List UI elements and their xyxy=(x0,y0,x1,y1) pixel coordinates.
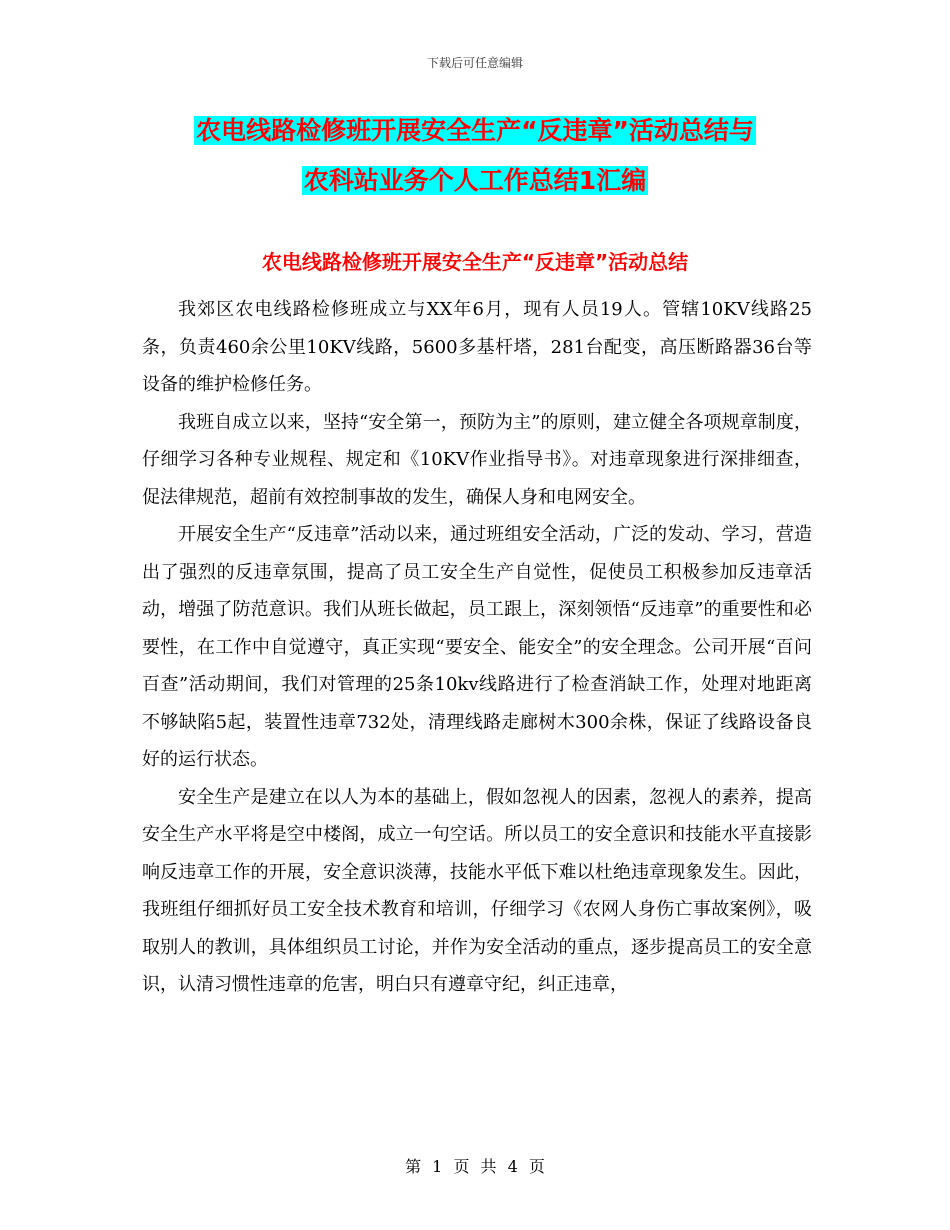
paragraph-2: 我班自成立以来，坚持“安全第一，预防为主”的原则，建立健全各项规章制度，仔细学习各种专业规程、规定和《10KV作业指导书》。对违章现象进行深排细查，促法律规范，超前有效控制事故的发生，确保人身和电网安全。 xyxy=(142,411,812,508)
section-title: 农电线路检修班开展安全生产“反违章”活动总结 xyxy=(261,250,689,274)
title-highlight-2: 农科站业务个人工作总结1汇编 xyxy=(303,166,647,195)
paragraph-4: 安全生产是建立在以人为本的基础上，假如忽视人的因素，忽视人的素养，提高安全生产水平将是空中楼阁，成立一句空话。所以员工的安全意识和技能水平直接影响反违章工作的开展，安全意识淡薄，技能水平低下难以杜绝违章现象发生。因此，我班组仔细抓好员工安全技术教育和培训，仔细学习《农网人身伤亡事故案例》，吸取别人的教训，具体组织员工讨论，并作为安全活动的重点，逐步提高员工的安全意识，认清习惯性违章的危害，明白只有遵章守纪，纠正违章， xyxy=(142,786,812,995)
document-title-line-2 xyxy=(0,156,950,206)
title-highlight-1: 农电线路检修班开展安全生产“反违章”活动总结与 xyxy=(196,116,754,145)
body-text xyxy=(142,291,812,1004)
paragraph-3: 开展安全生产“反违章”活动以来，通过班组安全活动，广泛的发动、学习，营造出了强烈的反违章氛围，提高了员工安全生产自觉性，促使员工积极参加反违章活动，增强了防范意识。我们从班长做起，员工跟上，深刻领悟“反违章”的重要性和必要性，在工作中自觉遵守，真正实现“要安全、能安全”的安全理念。公司开展“百问百查”活动期间，我们对管理的25条10kv线路进行了检查消缺工作，处理对地距离不够缺陷5起，装置性违章732处，清理线路走廊树木300余株，保证了线路设备良好的运行状态。 xyxy=(142,524,812,770)
header-note: 下载后可任意编辑 xyxy=(426,56,523,70)
paragraph-1: 我郊区农电线路检修班成立与XX年6月，现有人员19人。管辖10KV线路25条，负责460余公里10KV线路，5600多基杆塔，281台配变，高压断路器36台等设备的维护检修任务。 xyxy=(142,299,812,395)
document-title-line-1 xyxy=(0,106,950,156)
document-title xyxy=(0,106,950,206)
page-footer: 第 1 页 共 4 页 xyxy=(405,1157,545,1176)
